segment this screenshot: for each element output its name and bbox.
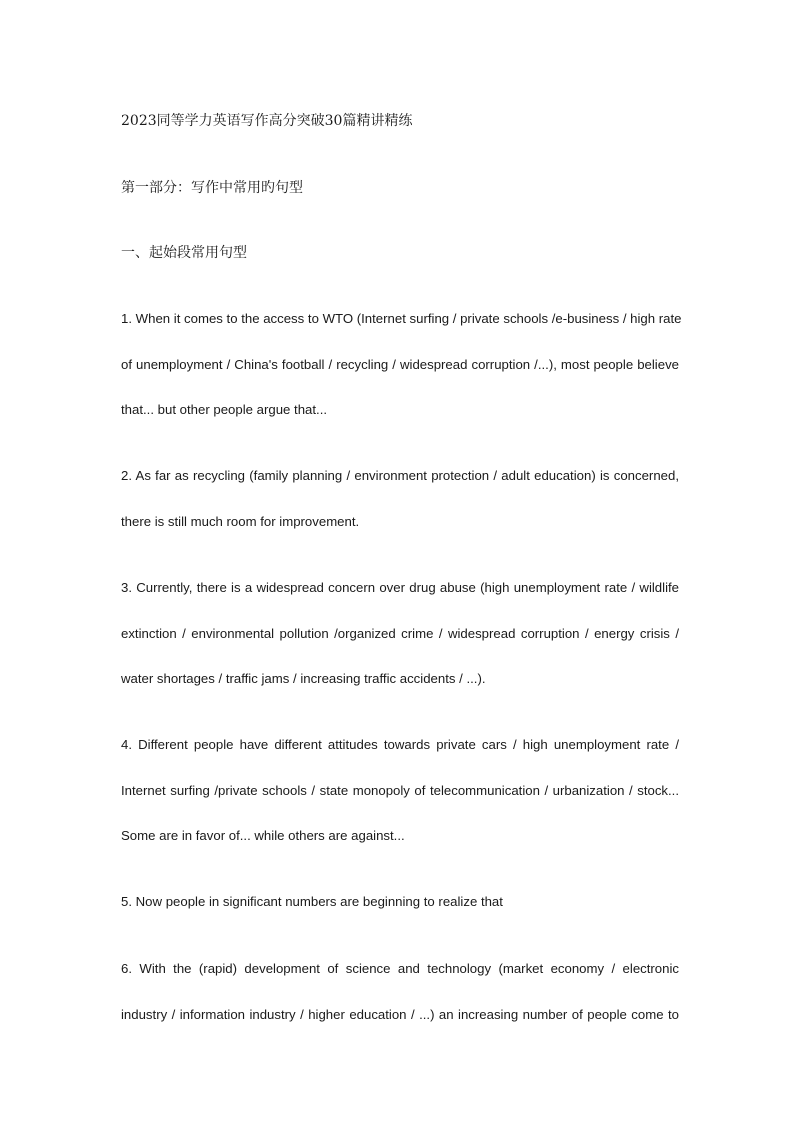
list-item-line: extinction / environmental pollution /organized crime / widespread corruption / energy crisis /: [121, 625, 679, 641]
list-item-line: 3. Currently, there is a widespread concern over drug abuse (high unemployment rate / wildlife: [121, 580, 679, 595]
list-item-line: 4. Different people have different attitudes towards private cars / high unemployment rate /: [121, 737, 679, 752]
list-item: [121, 565, 679, 702]
list-item: [121, 879, 679, 925]
list-item-line: Internet surfing /private schools / state monopoly of telecommunication / urbanization / stock...: [121, 782, 679, 798]
list-item-line: 2. As far as recycling (family planning / environment protection / adult education) is concerned,: [121, 468, 679, 483]
list-item: [121, 946, 679, 1037]
list-item-line: 6. With the (rapid) development of science and technology (market economy / electronic: [121, 961, 679, 976]
list-item: [121, 722, 679, 859]
section-heading: 一、起始段常用句型: [121, 245, 247, 261]
part-heading: 第一部分：写作中常用旳句型: [121, 180, 303, 196]
list-item-line: there is still much room for improvement.: [121, 513, 360, 529]
list-item: [121, 453, 679, 544]
list-item-line: 5. Now people in significant numbers are beginning to realize that: [121, 894, 503, 909]
list-item-line: that... but other people argue that...: [121, 402, 328, 417]
list-item-line: water shortages / traffic jams / increasing traffic accidents / ...).: [121, 671, 486, 686]
document-title: 2023同等学力英语写作高分突破30篇精讲精练: [121, 113, 413, 129]
list-item-line: industry / information industry / higher education / ...) an increasing number of people come to: [121, 1006, 679, 1022]
list-item-line: Some are in favor of... while others are against...: [121, 828, 405, 843]
list-item-line: of unemployment / China's football / recycling / widespread corruption /...), most people believe: [121, 356, 679, 372]
list-item-line: 1. When it comes to the access to WTO (Internet surfing / private schools /e-business / high rate: [121, 311, 682, 326]
list-item: [121, 296, 682, 433]
